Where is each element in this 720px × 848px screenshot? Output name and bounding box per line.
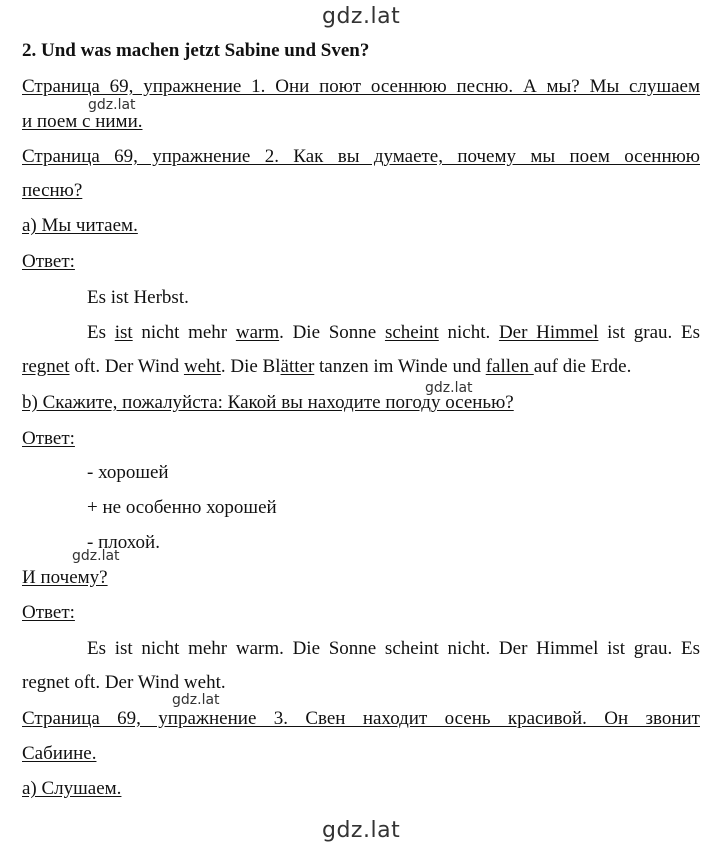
- exercise-3-line-1: Страница 69, упражнение 3. Свен находит осень красивой. Он звонит: [22, 708, 700, 729]
- underlined-word: ist: [114, 322, 133, 343]
- answer-text-line-3: [22, 356, 631, 378]
- watermark-bottom: gdz.lat: [322, 818, 401, 843]
- answer-text-line-1: Es ist Herbst.: [87, 287, 189, 308]
- text-fragment: nicht mehr: [132, 322, 236, 343]
- answer-label: Ответ:: [22, 602, 75, 623]
- text-fragment: . Die Sonne: [279, 322, 385, 343]
- text-fragment: nicht.: [438, 322, 499, 343]
- exercise-2-part-a: а) Мы читаем.: [22, 215, 138, 236]
- exercise-3-line-2: Сабиине.: [22, 743, 97, 764]
- text-fragment: tanzen im Winde und: [314, 356, 486, 377]
- underlined-word: weht: [183, 356, 221, 377]
- underlined-word: scheint: [384, 322, 439, 343]
- exercise-2-part-b: b) Скажите, пожалуйста: Какой вы находите погоду осенью?: [22, 392, 514, 413]
- underlined-word: Der Himmel: [498, 322, 599, 343]
- watermark: gdz.lat: [88, 97, 136, 113]
- why-answer-line-1: Es ist nicht mehr warm. Die Sonne scheint nicht. Der Himmel ist grau. Es: [87, 638, 700, 659]
- answer-text-line-2: [87, 322, 700, 344]
- exercise-heading: 2. Und was machen jetzt Sabine und Sven?: [22, 40, 370, 61]
- exercise-1-line-2: и поем с ними.: [22, 111, 143, 132]
- exercise-3-part-a: а) Слушаем.: [22, 778, 122, 799]
- answer-option: - хорошей: [87, 462, 169, 483]
- watermark-top: gdz.lat: [322, 4, 401, 29]
- underlined-word: fallen: [485, 356, 534, 377]
- watermark: gdz.lat: [72, 548, 120, 564]
- text-fragment: ist grau. Es: [598, 322, 701, 343]
- text-fragment: oft. Der Wind: [69, 356, 184, 377]
- underlined-word: ätter: [280, 356, 315, 377]
- watermark: gdz.lat: [425, 380, 473, 396]
- why-question: И почему?: [22, 567, 108, 588]
- underlined-word: regnet: [22, 356, 70, 377]
- answer-label: Ответ:: [22, 251, 75, 272]
- underlined-word: warm: [235, 322, 280, 343]
- exercise-1-line-1: Страница 69, упражнение 1. Они поют осеннюю песню. А мы? Мы слушаем: [22, 76, 700, 97]
- exercise-2-line-2: песню?: [22, 180, 83, 201]
- why-answer-line-2: regnet oft. Der Wind weht.: [22, 672, 226, 693]
- answer-option: + не особенно хорошей: [87, 497, 277, 518]
- answer-option: - плохой.: [87, 532, 160, 553]
- answer-label: Ответ:: [22, 428, 75, 449]
- text-fragment: auf die Erde.: [533, 356, 632, 377]
- text-fragment: Es: [87, 322, 115, 343]
- watermark: gdz.lat: [172, 692, 220, 708]
- exercise-2-line-1: Страница 69, упражнение 2. Как вы думаете, почему мы поем осеннюю: [22, 146, 700, 167]
- text-fragment: . Die Bl: [220, 356, 281, 377]
